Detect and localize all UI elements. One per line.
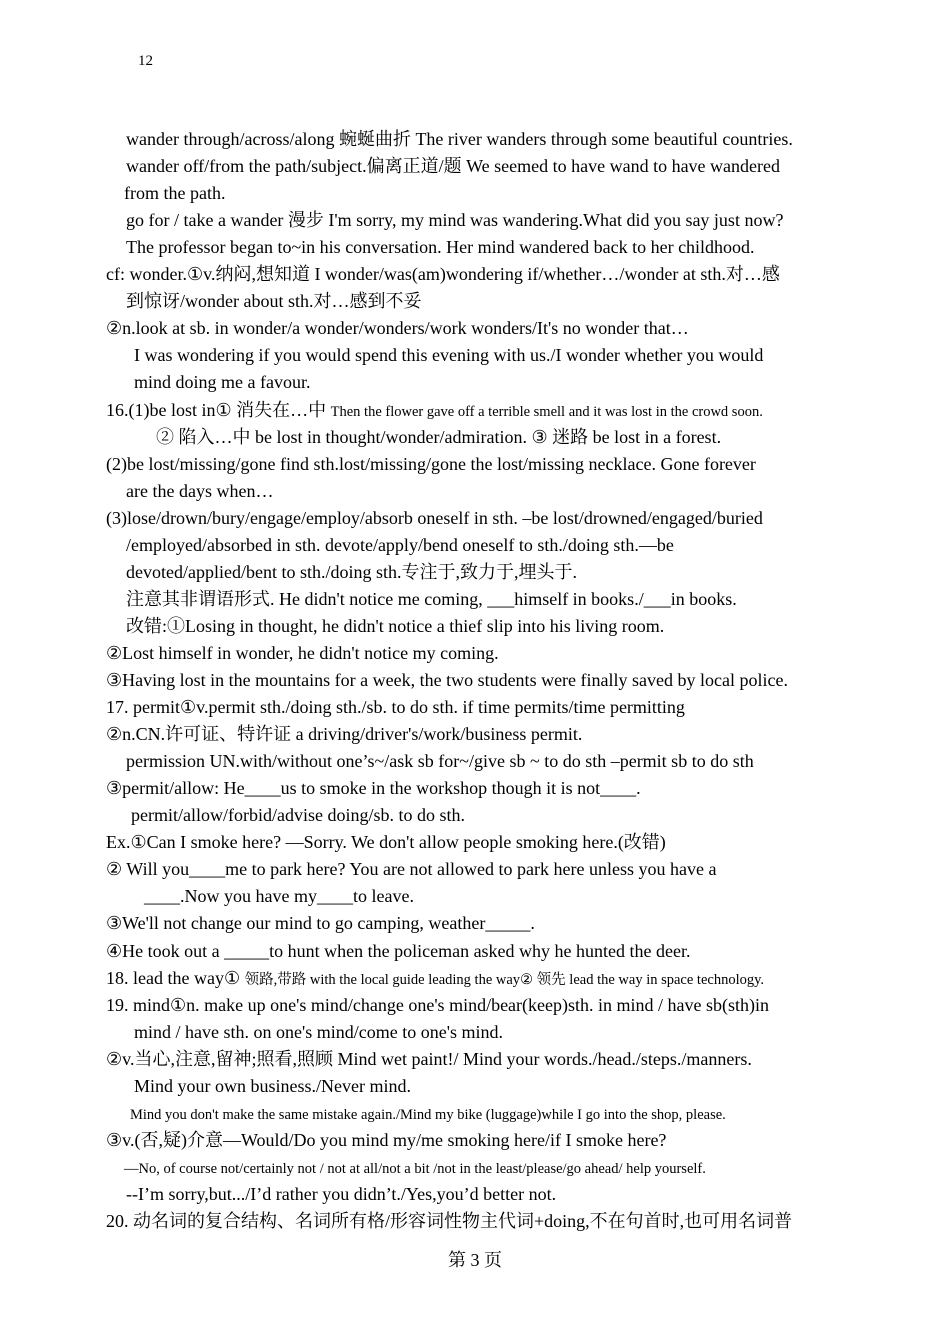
text-line — [106, 696, 685, 718]
text-line — [134, 1075, 411, 1097]
text-line — [106, 1048, 752, 1070]
page-footer: 第 3 页 — [448, 1250, 502, 1270]
text-line — [134, 1021, 503, 1043]
text-line — [126, 588, 737, 610]
text-segment: Then the flower gave off a terrible smell and it was lost in the crowd soon. — [330, 403, 763, 420]
text-segment: ③v.(否,疑)介意—Would/Do you mind my/me smoking here/if I smoke here? — [106, 1129, 667, 1150]
text-segment: --I’m sorry,but.../I’d rather you didn’t./Yes,you’d better not. — [126, 1183, 557, 1204]
text-line — [126, 750, 754, 772]
text-segment: 领路,带路 with the local guide leading the way② 领先 lead the way in space technology. — [244, 971, 765, 988]
text-line — [126, 236, 755, 258]
text-line — [126, 480, 273, 502]
text-segment: Mind you don't make the same mistake again./Mind my bike (luggage)while I go into the shop, please. — [130, 1106, 726, 1123]
text-line — [126, 1183, 556, 1205]
text-segment: The professor began to~in his conversation. Her mind wandered back to her childhood. — [126, 237, 755, 258]
text-segment: 17. permit①v.permit sth./doing sth./sb. to do sth. if time permits/time permitting — [106, 697, 685, 718]
text-segment: wander off/from the path/subject.偏离正道/题 We seemed to have wand to have wandered — [126, 156, 781, 177]
text-segment: permit/allow/forbid/advise doing/sb. to do sth. — [131, 805, 465, 826]
text-line — [106, 317, 689, 339]
text-segment: (2)be lost/missing/gone find sth.lost/missing/gone the lost/missing necklace. Gone forever — [106, 453, 756, 474]
text-line — [144, 885, 414, 907]
text-segment: ③Having lost in the mountains for a week, the two students were finally saved by local police. — [106, 670, 788, 690]
text-line — [106, 858, 716, 880]
text-segment: permission UN.with/without one’s~/ask sb for~/give sb ~ to do sth –permit sb to do sth — [126, 751, 754, 772]
text-segment: ③permit/allow: He____us to smoke in the workshop though it is not____. — [106, 778, 641, 799]
text-segment: 19. mind①n. make up one's mind/change one's mind/bear(keep)sth. in mind / have sb(sth)in — [106, 994, 769, 1015]
text-line — [106, 723, 582, 745]
text-segment: 注意其非谓语形式. He didn't notice me coming, ___himself in books./___in books. — [126, 588, 737, 609]
text-segment: Ex.①Can I smoke here? —Sorry. We don't allow people smoking here.(改错) — [106, 832, 666, 853]
text-segment: —No, of course not/certainly not / not at all/not a bit /not in the least/please/go ahead/ help yourself. — [124, 1160, 706, 1177]
text-segment: ④He took out a _____to hunt when the policeman asked why he hunted the deer. — [106, 940, 691, 961]
text-line — [134, 344, 763, 366]
text-segment: go for / take a wander 漫步 I'm sorry, my mind was wandering.What did you say just now? — [126, 210, 784, 231]
text-segment: ② 陷入…中 be lost in thought/wonder/admiration. ③ 迷路 be lost in a forest. — [156, 426, 722, 447]
text-segment: devoted/applied/bent to sth./doing sth.专注于,致力于,埋头于. — [126, 561, 577, 582]
text-segment: are the days when… — [126, 480, 274, 501]
text-segment: ____.Now you have my____to leave. — [144, 886, 414, 907]
text-line — [106, 669, 788, 691]
text-line — [106, 453, 756, 475]
text-line — [156, 426, 721, 448]
text-line — [124, 1156, 706, 1180]
text-segment: I was wondering if you would spend this evening with us./I wonder whether you would — [134, 345, 764, 366]
text-segment: 18. lead the way① — [106, 967, 245, 988]
text-segment: ②v.当心,注意,留神;照看,照顾 Mind wet paint!/ Mind your words./head./steps./manners. — [106, 1048, 752, 1069]
text-segment: (3)lose/drown/bury/engage/employ/absorb oneself in sth. –be lost/drowned/engaged/buried — [106, 507, 763, 528]
text-line — [126, 155, 780, 177]
text-line — [131, 804, 465, 826]
text-segment: ②n.CN.许可证、特许证 a driving/driver's/work/business permit. — [106, 724, 583, 745]
text-line — [106, 831, 666, 853]
text-line — [106, 642, 499, 664]
text-segment: /employed/absorbed in sth. devote/apply/bend oneself to sth./doing sth.—be — [126, 534, 674, 555]
text-segment: mind / have sth. on one's mind/come to one's mind. — [134, 1021, 503, 1042]
text-line — [106, 1129, 666, 1151]
text-line — [126, 534, 674, 556]
text-line — [126, 290, 421, 312]
text-line — [106, 940, 691, 962]
text-segment: ② Will you____me to park here? You are not allowed to park here unless you have a — [106, 859, 717, 880]
text-line — [124, 182, 225, 204]
text-segment: 改错:①Losing in thought, he didn't notice a thief slip into his living room. — [126, 615, 665, 636]
text-segment: cf: wonder.①v.纳闷,想知道 I wonder/was(am)wondering if/whether…/wonder at sth.对…感 — [106, 264, 780, 285]
text-line — [126, 128, 793, 150]
text-line — [126, 561, 577, 583]
text-segment: wander through/across/along 蜿蜒曲折 The river wanders through some beautiful countries. — [126, 129, 793, 149]
text-segment: ③We'll not change our mind to go camping, weather_____. — [106, 913, 535, 934]
text-line — [106, 399, 763, 423]
text-line — [126, 209, 783, 231]
text-line — [106, 967, 764, 991]
text-line — [130, 1102, 726, 1126]
text-segment: ②n.look at sb. in wonder/a wonder/wonders/work wonders/It's no wonder that… — [106, 318, 689, 339]
text-segment: Mind your own business./Never mind. — [134, 1075, 411, 1096]
text-line — [106, 1210, 792, 1232]
text-line — [106, 507, 763, 529]
text-line — [134, 371, 310, 393]
text-segment: ②Lost himself in wonder, he didn't notice my coming. — [106, 642, 499, 663]
page-number-top: 12 — [138, 53, 153, 69]
text-line — [106, 912, 535, 934]
text-segment: 16.(1)be lost in① 消失在…中 — [106, 399, 331, 420]
text-segment: from the path. — [124, 183, 226, 204]
text-segment: mind doing me a favour. — [134, 372, 311, 393]
text-segment: 20. 动名词的复合结构、名词所有格/形容词性物主代词+doing,不在句首时,也可用名词普 — [106, 1211, 793, 1231]
text-segment: 到惊讶/wonder about sth.对…感到不妥 — [126, 291, 422, 312]
text-line — [106, 777, 641, 799]
text-line — [126, 615, 664, 637]
text-line — [106, 994, 769, 1016]
text-line — [106, 263, 780, 285]
